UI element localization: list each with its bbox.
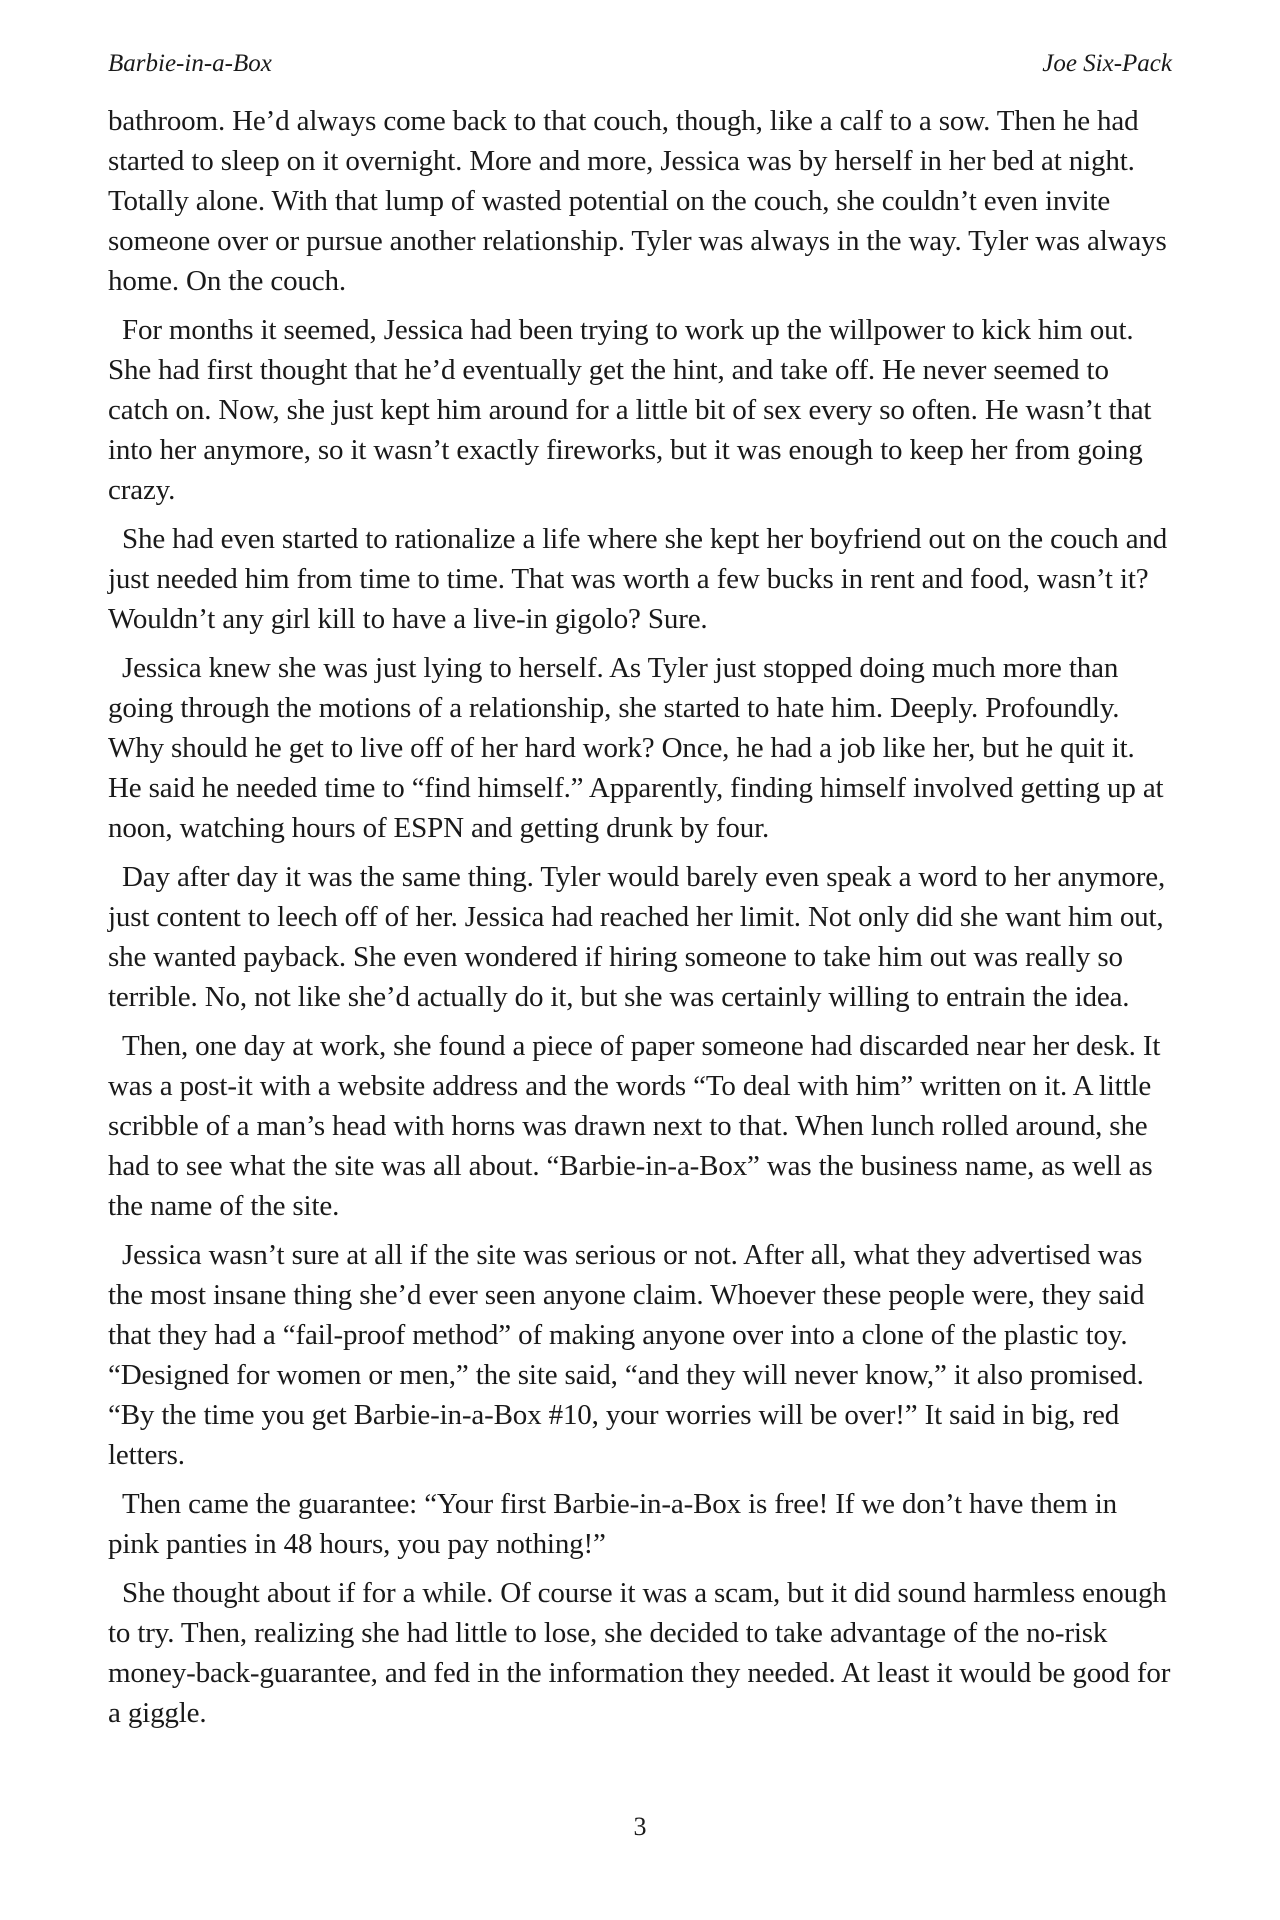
body-text: [108, 101, 1175, 1742]
page-number: 3: [633, 1812, 647, 1841]
paragraph: For months it seemed, Jessica had been trying to work up the willpower to kick him out. She had first thought that he’d eventually get the hint, and take off. He never seemed to catch on. Now, she just kept him around for a little bit of sex every so often. He wasn’t that into her anymore, so it wasn’t exactly fireworks, but it was enough to keep her from going crazy.: [108, 314, 1152, 506]
running-header: [108, 50, 1172, 78]
header-book-title: Barbie-in-a-Box: [108, 50, 272, 77]
paragraph: She thought about if for a while. Of course it was a scam, but it did sound harmless enough to try. Then, realizing she had little to lose, she decided to take advantage of the no-risk money-back-guarantee, and fed in the information they needed. At least it would be good for a giggle.: [108, 1577, 1171, 1729]
paragraph: Jessica wasn’t sure at all if the site was serious or not. After all, what they advertised was the most insane thing she’d ever seen anyone claim. Whoever these people were, they said that they had a “fail-proof method” of making anyone over into a clone of the plastic toy. “Designed for women or men,” the site said, “and they will never know,” it also promised. “By the time you get Barbie-in-a-Box #10, your worries will be over!” It said in big, red letters.: [108, 1239, 1145, 1471]
paragraph: Then, one day at work, she found a piece of paper someone had discarded near her desk. It was a post-it with a website address and the words “To deal with him” written on it. A little scribble of a man’s head with horns was drawn next to that. When lunch rolled around, she had to see what the site was all about. “Barbie-in-a-Box” was the business name, as well as the name of the site.: [108, 1030, 1161, 1222]
paragraph: Jessica knew she was just lying to herself. As Tyler just stopped doing much more than going through the motions of a relationship, she started to hate him. Deeply. Profoundly. Why should he get to live off of her hard work? Once, he had a job like her, but he quit it. He said he needed time to “find himself.” Apparently, finding himself involved getting up at noon, watching hours of ESPN and getting drunk by four.: [108, 652, 1164, 844]
paragraph: Then came the guarantee: “Your first Barbie-in-a-Box is free! If we don’t have them in pink panties in 48 hours, you pay nothing!”: [108, 1488, 1118, 1560]
paragraph: She had even started to rationalize a life where she kept her boyfriend out on the couch and just needed him from time to time. That was worth a few bucks in rent and food, wasn’t it? Wouldn’t any girl kill to have a live-in gigolo? Sure.: [108, 523, 1168, 635]
header-author: Joe Six-Pack: [1042, 50, 1172, 77]
paragraph: bathroom. He’d always come back to that couch, though, like a calf to a sow. Then he had started to sleep on it overnight. More and more, Jessica was by herself in her bed at night. Totally alone. With that lump of wasted potential on the couch, she couldn’t even invite someone over or pursue another relationship. Tyler was always in the way. Tyler was always home. On the couch.: [108, 105, 1167, 297]
paragraph: Day after day it was the same thing. Tyler would barely even speak a word to her anymore, just content to leech off of her. Jessica had reached her limit. Not only did she want him out, she wanted payback. She even wondered if hiring someone to take him out was really so terrible. No, not like she’d actually do it, but she was certainly willing to entrain the idea.: [108, 861, 1166, 1013]
